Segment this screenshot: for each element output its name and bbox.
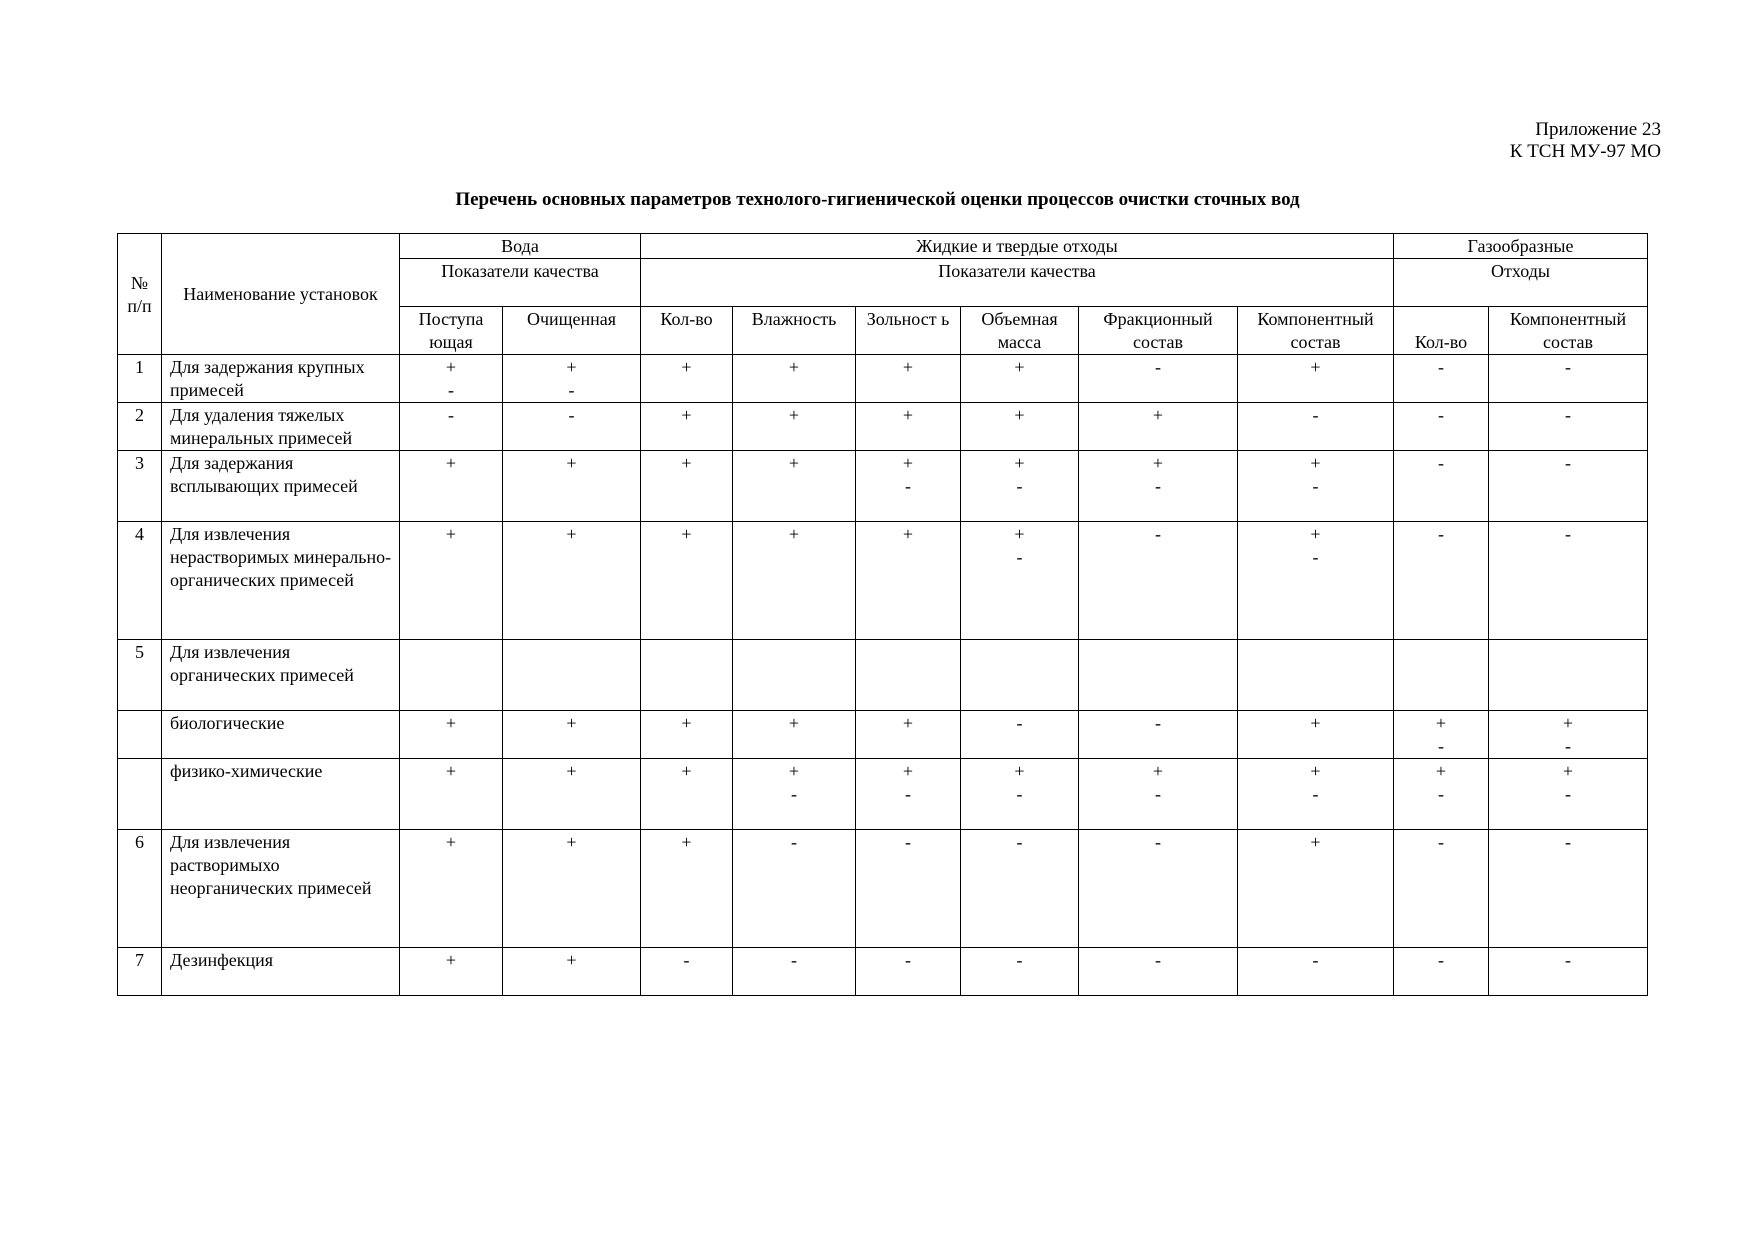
parameter-mark xyxy=(961,451,1079,522)
parameters-table xyxy=(117,233,1648,996)
parameter-mark xyxy=(733,759,856,830)
column-header: Кол-во xyxy=(641,307,733,355)
mark-value: + xyxy=(566,761,577,781)
mark-value: + xyxy=(1310,453,1321,473)
header-water: Вода xyxy=(400,234,641,259)
parameter-mark xyxy=(1079,711,1238,759)
mark-value: - xyxy=(1312,950,1319,970)
mark-value: - xyxy=(1155,784,1161,804)
mark-value: + xyxy=(902,405,914,425)
mark-value: - xyxy=(1438,357,1444,377)
mark-value: - xyxy=(1565,524,1571,544)
mark-value: - xyxy=(1565,357,1571,377)
column-header: Компонентный состав xyxy=(1489,307,1648,355)
mark-value: - xyxy=(905,950,911,970)
parameter-mark xyxy=(856,711,961,759)
parameter-mark xyxy=(733,948,856,996)
column-header: Объемная масса xyxy=(961,307,1079,355)
row-number: 5 xyxy=(118,640,162,711)
parameter-mark xyxy=(856,355,961,403)
parameter-mark xyxy=(503,451,641,522)
mark-value: + xyxy=(1014,453,1025,473)
mark-value: - xyxy=(1565,950,1571,970)
parameter-mark xyxy=(961,711,1079,759)
mark-value: - xyxy=(1438,950,1444,970)
table-row xyxy=(118,711,1648,759)
header-waste-quality: Показатели качества xyxy=(641,259,1394,307)
parameter-mark xyxy=(641,355,733,403)
parameter-mark xyxy=(400,711,503,759)
mark-value: + xyxy=(1310,761,1321,781)
row-number xyxy=(118,711,162,759)
mark-value: - xyxy=(1312,405,1319,425)
header-gaseous: Газообразные xyxy=(1394,234,1648,259)
parameter-mark xyxy=(856,759,961,830)
parameter-mark xyxy=(856,640,961,711)
installation-name: Для задержания крупных примесей xyxy=(162,355,400,403)
parameter-mark xyxy=(1489,355,1648,403)
mark-value: - xyxy=(1438,784,1444,804)
row-number: 7 xyxy=(118,948,162,996)
column-header: Компонентный состав xyxy=(1238,307,1394,355)
parameter-mark xyxy=(1238,640,1394,711)
mark-value: + xyxy=(1562,761,1574,781)
parameter-mark xyxy=(1394,403,1489,451)
installation-name: Для извлечения растворимыхо неорганических примесей xyxy=(162,830,400,948)
table-row xyxy=(118,451,1648,522)
parameter-mark xyxy=(641,640,733,711)
mark-value: - xyxy=(1016,784,1023,804)
mark-value: + xyxy=(1014,761,1025,781)
parameter-mark xyxy=(856,830,961,948)
parameter-mark xyxy=(503,711,641,759)
parameter-mark xyxy=(856,948,961,996)
mark-value: + xyxy=(1152,453,1164,473)
parameter-mark xyxy=(1079,355,1238,403)
parameter-mark xyxy=(733,522,856,640)
parameter-mark xyxy=(1238,711,1394,759)
mark-value: + xyxy=(788,524,800,544)
installation-name: биологические xyxy=(162,711,400,759)
parameter-mark xyxy=(400,403,503,451)
parameter-mark xyxy=(400,522,503,640)
mark-value: + xyxy=(902,524,914,544)
mark-value: - xyxy=(1312,547,1319,567)
parameter-mark xyxy=(856,403,961,451)
column-header: Кол-во xyxy=(1394,307,1489,355)
parameter-mark xyxy=(1394,759,1489,830)
mark-value: + xyxy=(1310,524,1321,544)
table-row xyxy=(118,759,1648,830)
mark-value: + xyxy=(902,713,914,733)
mark-value: + xyxy=(1152,761,1164,781)
parameter-mark xyxy=(1489,711,1648,759)
parameter-mark xyxy=(641,948,733,996)
mark-value: + xyxy=(1435,713,1447,733)
parameter-mark xyxy=(1394,948,1489,996)
mark-value: - xyxy=(1155,950,1161,970)
parameter-mark xyxy=(961,355,1079,403)
mark-value: + xyxy=(1435,761,1447,781)
mark-value: - xyxy=(1016,832,1023,852)
parameter-mark xyxy=(1489,403,1648,451)
parameter-mark xyxy=(1394,830,1489,948)
mark-value: + xyxy=(445,832,457,852)
mark-value: + xyxy=(1310,713,1321,733)
table-row xyxy=(118,355,1648,403)
mark-value: - xyxy=(1438,405,1444,425)
appendix-standard: К ТСН МУ-97 МО xyxy=(1509,141,1661,162)
mark-value: + xyxy=(788,453,800,473)
mark-value: - xyxy=(791,832,797,852)
parameter-mark xyxy=(503,640,641,711)
mark-value: - xyxy=(1155,832,1161,852)
parameter-mark xyxy=(1079,451,1238,522)
mark-value: + xyxy=(445,453,457,473)
row-number xyxy=(118,759,162,830)
parameter-mark xyxy=(400,451,503,522)
header-water-quality: Показатели качества xyxy=(400,259,641,307)
row-number: 4 xyxy=(118,522,162,640)
mark-value: - xyxy=(791,784,797,804)
mark-value: + xyxy=(1562,713,1574,733)
mark-value: + xyxy=(1152,405,1164,425)
parameter-mark xyxy=(961,830,1079,948)
parameter-mark xyxy=(1394,640,1489,711)
mark-value: - xyxy=(1016,950,1023,970)
parameter-mark xyxy=(1238,830,1394,948)
mark-value: + xyxy=(902,761,914,781)
mark-value: - xyxy=(1312,476,1319,496)
parameter-mark xyxy=(1238,759,1394,830)
parameter-mark xyxy=(503,759,641,830)
mark-value: - xyxy=(791,950,797,970)
mark-value: + xyxy=(566,357,577,377)
row-number: 6 xyxy=(118,830,162,948)
parameter-mark xyxy=(1079,640,1238,711)
parameter-mark xyxy=(961,640,1079,711)
installation-name: Для извлечения органических примесей xyxy=(162,640,400,711)
parameter-mark xyxy=(503,948,641,996)
parameter-mark xyxy=(961,522,1079,640)
mark-value: - xyxy=(1155,357,1161,377)
parameter-mark xyxy=(641,759,733,830)
mark-value: + xyxy=(566,453,577,473)
mark-value: + xyxy=(902,357,914,377)
parameter-mark xyxy=(1394,522,1489,640)
mark-value: - xyxy=(448,405,454,425)
mark-value: + xyxy=(566,524,577,544)
parameter-mark xyxy=(1238,451,1394,522)
mark-value: - xyxy=(568,405,575,425)
mark-value: - xyxy=(1565,736,1571,756)
table-row xyxy=(118,522,1648,640)
parameter-mark xyxy=(1489,451,1648,522)
parameter-mark xyxy=(1394,711,1489,759)
parameter-mark xyxy=(733,451,856,522)
parameter-mark xyxy=(1238,948,1394,996)
column-header: Очищенная xyxy=(503,307,641,355)
parameter-mark xyxy=(961,403,1079,451)
mark-value: + xyxy=(566,950,577,970)
mark-value: + xyxy=(445,950,457,970)
mark-value: + xyxy=(681,405,692,425)
mark-value: + xyxy=(1310,357,1321,377)
parameter-mark xyxy=(1489,759,1648,830)
mark-value: - xyxy=(905,784,911,804)
mark-value: + xyxy=(681,453,692,473)
mark-value: - xyxy=(1565,784,1571,804)
parameter-mark xyxy=(1079,830,1238,948)
appendix-reference xyxy=(1510,119,1661,163)
mark-value: + xyxy=(1014,405,1025,425)
mark-value: + xyxy=(681,524,692,544)
mark-value: + xyxy=(566,713,577,733)
mark-value: - xyxy=(1565,405,1571,425)
row-number: 3 xyxy=(118,451,162,522)
parameter-mark xyxy=(1079,403,1238,451)
mark-value: + xyxy=(445,761,457,781)
mark-value: + xyxy=(788,357,800,377)
appendix-number: Приложение 23 xyxy=(1535,119,1661,140)
parameter-mark xyxy=(400,355,503,403)
mark-value: - xyxy=(1438,736,1444,756)
parameter-mark xyxy=(1489,640,1648,711)
parameter-mark xyxy=(1079,948,1238,996)
mark-value: + xyxy=(788,713,800,733)
parameter-mark xyxy=(1238,522,1394,640)
parameter-mark xyxy=(961,948,1079,996)
mark-value: - xyxy=(1155,713,1161,733)
mark-value: + xyxy=(1310,832,1321,852)
parameter-mark xyxy=(400,948,503,996)
mark-value: + xyxy=(566,832,577,852)
parameter-mark xyxy=(641,403,733,451)
document-title: Перечень основных параметров технолого-гигиенической оценки процессов очистки сточных вод xyxy=(455,189,1300,210)
parameter-mark xyxy=(856,451,961,522)
parameter-mark xyxy=(1394,451,1489,522)
parameter-mark xyxy=(641,522,733,640)
parameter-mark xyxy=(503,403,641,451)
mark-value: + xyxy=(445,524,457,544)
mark-value: - xyxy=(1438,832,1444,852)
parameter-mark xyxy=(733,640,856,711)
installation-name: Для задержания всплывающих примесей xyxy=(162,451,400,522)
mark-value: + xyxy=(681,832,692,852)
mark-value: - xyxy=(1565,453,1571,473)
parameter-mark xyxy=(641,830,733,948)
parameter-mark xyxy=(856,522,961,640)
mark-value: + xyxy=(902,453,914,473)
column-header: Зольност ь xyxy=(856,307,961,355)
table-row xyxy=(118,948,1648,996)
mark-value: - xyxy=(1155,476,1161,496)
installation-name: физико-химические xyxy=(162,759,400,830)
mark-value: - xyxy=(1438,453,1444,473)
parameter-mark xyxy=(400,640,503,711)
header-number: № п/п xyxy=(118,234,162,355)
parameter-mark xyxy=(400,830,503,948)
mark-value: - xyxy=(1016,476,1023,496)
parameter-mark xyxy=(961,759,1079,830)
mark-value: - xyxy=(568,380,575,400)
mark-value: + xyxy=(1014,357,1025,377)
mark-value: - xyxy=(1312,784,1319,804)
parameter-mark xyxy=(641,711,733,759)
mark-value: + xyxy=(788,405,800,425)
parameter-mark xyxy=(503,522,641,640)
installation-name: Дезинфекция xyxy=(162,948,400,996)
parameter-mark xyxy=(1238,403,1394,451)
column-header: Фракционный состав xyxy=(1079,307,1238,355)
mark-value: + xyxy=(681,713,692,733)
parameter-mark xyxy=(1238,355,1394,403)
mark-value: - xyxy=(905,476,911,496)
header-installation-name: Наименование установок xyxy=(162,234,400,355)
mark-value: + xyxy=(788,761,800,781)
mark-value: - xyxy=(683,950,690,970)
table-row xyxy=(118,830,1648,948)
row-number: 2 xyxy=(118,403,162,451)
column-header: Влажность xyxy=(733,307,856,355)
row-number: 1 xyxy=(118,355,162,403)
parameter-mark xyxy=(400,759,503,830)
mark-value: - xyxy=(1565,832,1571,852)
mark-value: - xyxy=(905,832,911,852)
installation-name: Для извлечения нерастворимых минерально-органических примесей xyxy=(162,522,400,640)
table-row xyxy=(118,403,1648,451)
parameter-mark xyxy=(733,355,856,403)
parameter-mark xyxy=(733,403,856,451)
column-header: Поступа ющая xyxy=(400,307,503,355)
parameter-mark xyxy=(641,451,733,522)
parameter-mark xyxy=(1489,522,1648,640)
header-gas-waste: Отходы xyxy=(1394,259,1648,307)
mark-value: + xyxy=(445,713,457,733)
mark-value: - xyxy=(1155,524,1161,544)
parameter-mark xyxy=(1489,948,1648,996)
mark-value: - xyxy=(448,380,454,400)
mark-value: - xyxy=(1016,713,1023,733)
parameter-mark xyxy=(1079,759,1238,830)
mark-value: + xyxy=(681,357,692,377)
parameter-mark xyxy=(1079,522,1238,640)
parameter-mark xyxy=(1489,830,1648,948)
parameter-mark xyxy=(733,711,856,759)
mark-value: - xyxy=(1016,547,1023,567)
header-liquid-solid-waste: Жидкие и твердые отходы xyxy=(641,234,1394,259)
mark-value: - xyxy=(1438,524,1444,544)
installation-name: Для удаления тяжелых минеральных примесей xyxy=(162,403,400,451)
table-row xyxy=(118,640,1648,711)
parameter-mark xyxy=(503,355,641,403)
mark-value: + xyxy=(445,357,457,377)
parameter-mark xyxy=(733,830,856,948)
parameter-mark xyxy=(1394,355,1489,403)
mark-value: + xyxy=(1014,524,1025,544)
parameter-mark xyxy=(503,830,641,948)
mark-value: + xyxy=(681,761,692,781)
